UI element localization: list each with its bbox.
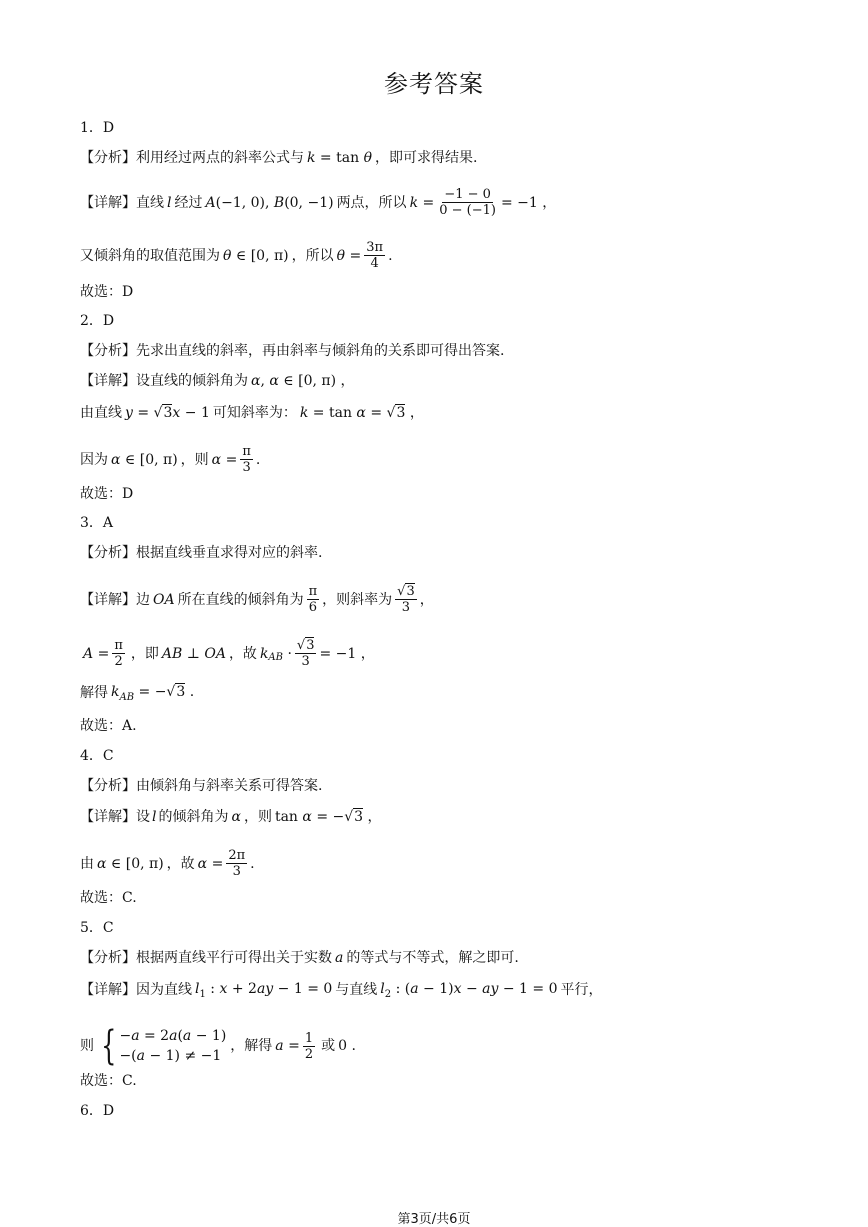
question-1-answer: 故选：D [80, 284, 134, 300]
question-1-heading: 1．D [80, 120, 115, 136]
question-3-analysis: 【分析】 根据直线垂直求得对应的斜率. [80, 545, 323, 561]
page-title: 参考答案 [384, 70, 484, 98]
formula-k-tan: k = tan θ [307, 150, 372, 166]
question-2-answer: 故选：D [80, 486, 134, 502]
page-footer: 第3页/共6页 [397, 1212, 471, 1227]
question-3-detail-line-2: A = $\frac{\pi}{2}$ ，即 AB ⊥ OA ，故 k AB · $\frac{√3}{3}$ = −1 ， [83, 638, 375, 669]
formula-a-value: a = $\frac{1}{2}$ [275, 1030, 314, 1062]
question-2-heading: 2．D [80, 313, 115, 329]
formula-alpha-range: α, α ∈ [0, π) ， [251, 373, 355, 389]
formula-theta-range: θ ∈ [0, π) [223, 247, 289, 264]
formula-perpendicular: k AB · $\frac{√3}{3}$ = −1 ， [259, 638, 375, 669]
analysis-label: 【分析】 [80, 150, 136, 166]
formula-alpha-value: α = $\frac{2\pi}{3}$ . [197, 848, 255, 879]
formula-tan-alpha: tan α = −√3 ， [274, 809, 382, 825]
question-2-detail-line-1: 【详解】 设直线的倾斜角为 α, α ∈ [0, π) ， [80, 373, 355, 389]
question-1-analysis: 【分析】 利用经过两点的斜率公式与 k = tan θ ，即可求得结果. [80, 150, 478, 166]
detail-label: 【详解】 [80, 194, 136, 211]
formula-points: A(−1, 0), B(0, −1) [205, 194, 334, 211]
question-3-detail-line-1: 【详解】 边 OA 所在直线的倾斜角为 $\frac{\pi}{6}$ ，则斜率为 $\frac{√3}{3}$ ， [80, 584, 434, 615]
formula-line-l1: $l_1$ : x + 2ay − 1 = 0 [195, 981, 333, 1000]
question-5-detail-line-2: 则 { −a = 2a(a − 1) −(a − 1) ≠ −1 ，解得 a = $\frac{1}{2}$ 或 0 . [80, 1023, 356, 1069]
question-1-detail-line-2: 又倾斜角的取值范围为 θ ∈ [0, π) ，所以 θ = $\frac{3\pi}{4}$ . [80, 240, 393, 271]
question-4-detail-line-2: 由 α ∈ [0, π) ，故 α = $\frac{2\pi}{3}$ . [80, 848, 255, 879]
formula-line-equation: y = √3x − 1 [125, 405, 210, 421]
question-5-heading: 5．C [80, 920, 114, 936]
question-4-heading: 4．C [80, 748, 114, 764]
formula-kab-value: $k_{AB} = -√3$ . [111, 684, 195, 703]
question-3-detail-line-3: 解得 $k_{AB} = -√3$ . [80, 684, 195, 703]
question-1-detail-line-1: 【详解】 直线 l 经过 A(−1, 0), B(0, −1) 两点，所以 k = $\frac{-1 - 0}{0 - (-1)}$ = −1 ， [80, 187, 557, 218]
question-5-detail-line-1: 【详解】 因为直线 $l_1$ : x + 2ay − 1 = 0 与直线 $l_2$ : (a − 1)x − ay − 1 = 0 平行， [80, 981, 603, 1000]
formula-theta-value: θ = $\frac{3\pi}{4}$ . [336, 240, 393, 271]
question-6-heading: 6．D [80, 1103, 115, 1119]
formula-k-value: k = tan α = √3 ， [299, 405, 424, 421]
question-5-analysis: 【分析】 根据两直线平行可得出关于实数 a 的等式与不等式，解之即可. [80, 950, 519, 966]
formula-alpha-value: α = $\frac{\pi}{3}$ . [211, 444, 261, 475]
question-3-answer: 故选：A. [80, 718, 137, 734]
question-5-answer: 故选：C. [80, 1073, 137, 1089]
question-4-detail-line-1: 【详解】 设 l 的倾斜角为 α ，则 tan α = −√3 ， [80, 809, 382, 825]
question-2-detail-line-2: 由直线 y = √3x − 1 可知斜率为： k = tan α = √3 ， [80, 405, 424, 421]
question-3-heading: 3．A [80, 515, 114, 531]
question-4-answer: 故选：C. [80, 890, 137, 906]
question-2-detail-line-3: 因为 α ∈ [0, π) ，则 α = $\frac{\pi}{3}$ . [80, 444, 261, 475]
question-2-analysis: 【分析】 先求出直线的斜率，再由斜率与倾斜角的关系即可得出答案. [80, 343, 505, 359]
equation-system: { −a = 2a(a − 1) −(a − 1) ≠ −1 [101, 1023, 227, 1069]
formula-line-l2: $l_2$ : (a − 1)x − ay − 1 = 0 [380, 981, 558, 1000]
question-4-analysis: 【分析】 由倾斜角与斜率关系可得答案. [80, 778, 323, 794]
formula-slope: k = $\frac{-1 - 0}{0 - (-1)}$ = −1 ， [409, 187, 557, 218]
